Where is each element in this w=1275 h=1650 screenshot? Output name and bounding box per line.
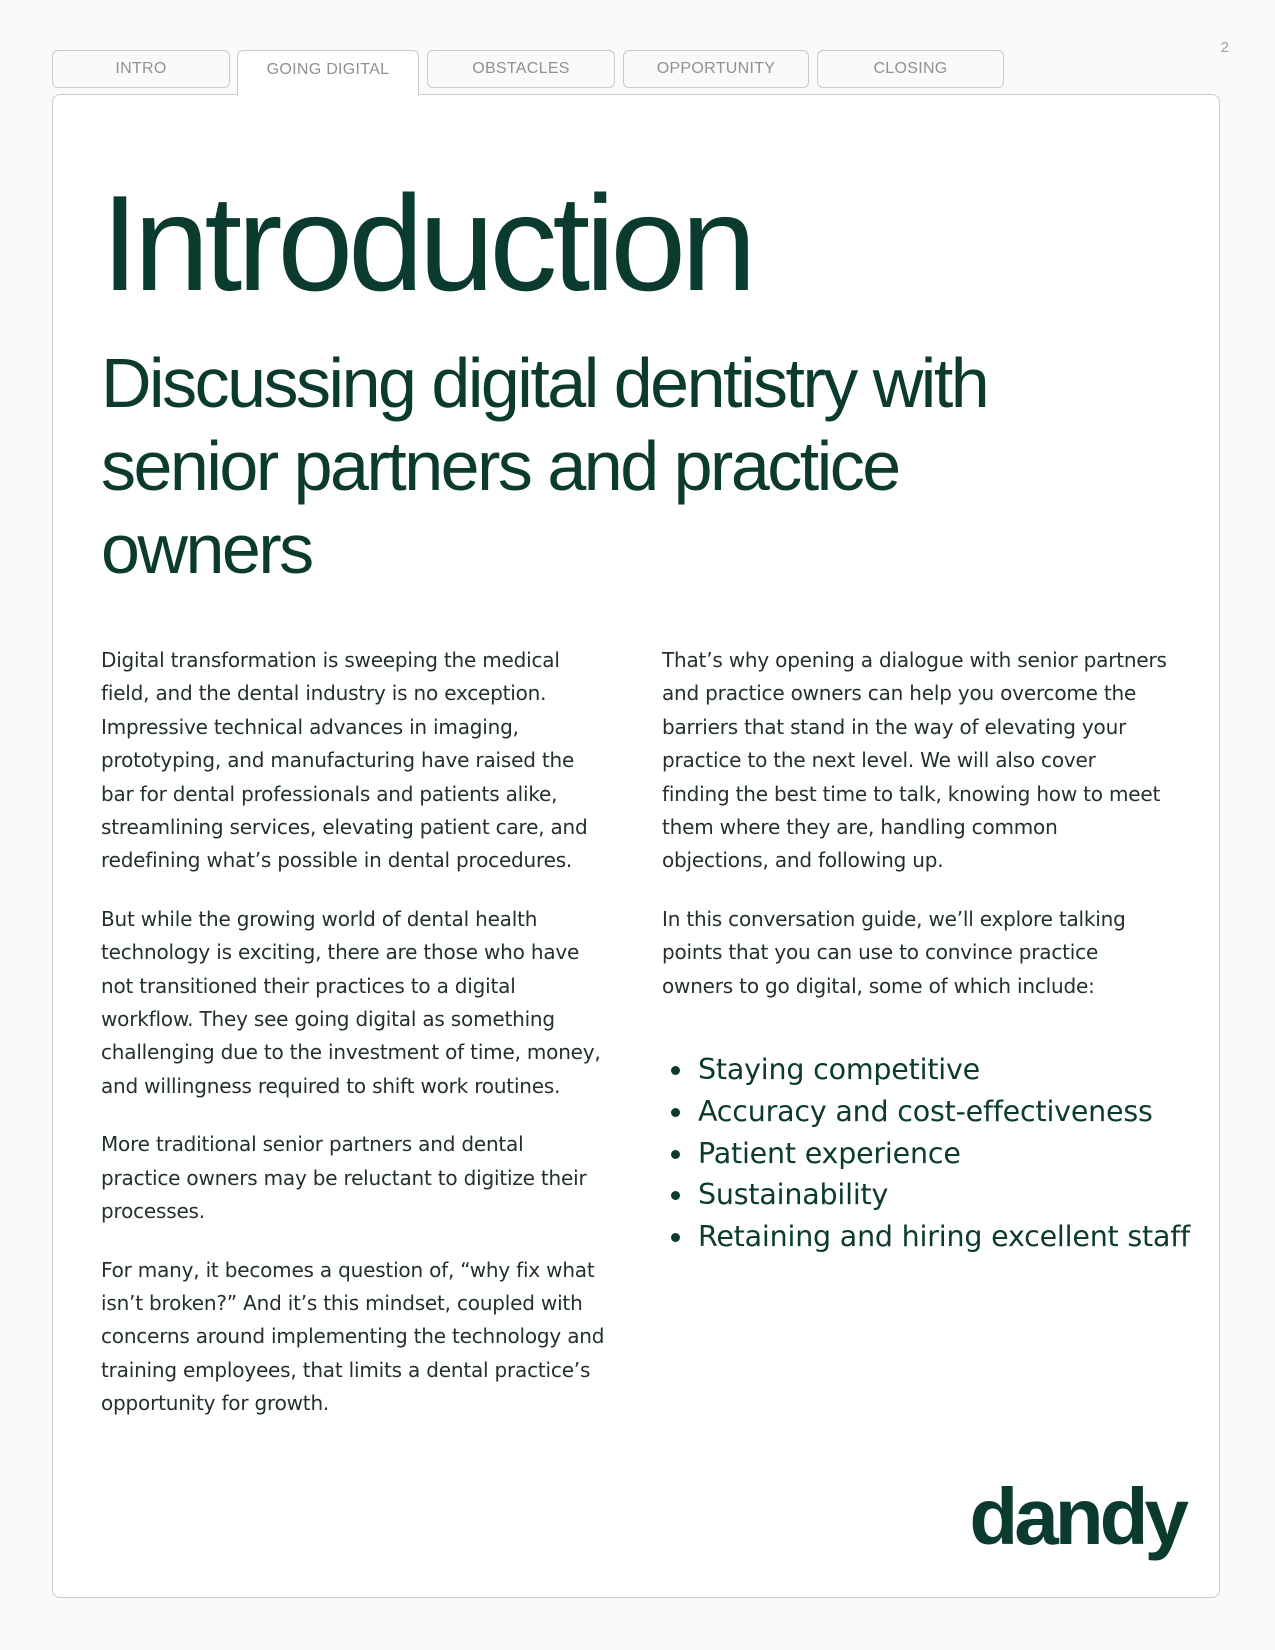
tab-opportunity[interactable]: OPPORTUNITY	[623, 50, 809, 88]
tab-going-digital[interactable]: GOING DIGITAL	[237, 50, 419, 96]
tab-intro[interactable]: INTRO	[52, 50, 230, 88]
list-item: Accuracy and cost-effectiveness	[662, 1091, 1167, 1133]
tab-closing[interactable]: CLOSING	[817, 50, 1004, 88]
bullet-icon	[671, 1150, 680, 1159]
page-subtitle: Discussing digital dentistry with senior partners and practice owners	[101, 344, 988, 588]
paragraph: But while the growing world of dental health technology is exciting, there are those who have not transitioned their practices to a digital workflow. They see going digital as something challenging due to the investment of time, money, and willingness required to shift work routines.	[101, 906, 601, 1098]
page-number: 2	[1220, 39, 1229, 56]
talking-points-list	[662, 1049, 1190, 1258]
bullet-icon	[671, 1191, 680, 1200]
paragraph: More traditional senior partners and dental practice owners may be reluctant to digitize their processes.	[101, 1132, 587, 1224]
bullet-icon	[671, 1108, 680, 1117]
list-item: Retaining and hiring excellent staff	[662, 1216, 1167, 1258]
left-column	[101, 644, 606, 1446]
dandy-logo: dandy	[969, 1472, 1185, 1561]
paragraph: That’s why opening a dialogue with senior partners and practice owners can help you overcome the barriers that stand in the way of elevating your practice to the next level. We will also cover finding the best time to talk, knowing how to meet them where they are, handling common objections, and following up.	[662, 648, 1167, 873]
list-item: Staying competitive	[662, 1049, 1167, 1091]
page-title: Introduction	[101, 167, 752, 319]
right-column	[662, 644, 1190, 1258]
list-item: Patient experience	[662, 1133, 1167, 1175]
paragraph: For many, it becomes a question of, “why fix what isn’t broken?” And it’s this mindset, coupled with concerns around implementing the technology and training employees, that limits a dental practice’s opportunity for growth.	[101, 1257, 605, 1416]
bullet-icon	[671, 1066, 680, 1075]
paragraph: In this conversation guide, we’ll explore talking points that you can use to convince practice owners to go digital, some of which include:	[662, 906, 1126, 998]
bullet-icon	[671, 1233, 680, 1242]
content-card	[52, 94, 1220, 1598]
paragraph: Digital transformation is sweeping the medical field, and the dental industry is no exception. Impressive technical advances in imaging, prototyping, and manufacturing have raised the bar for dental professionals and patients alike, streamlining services, elevating patient care, and redefining what’s possible in dental procedures.	[101, 648, 588, 873]
list-item: Sustainability	[662, 1174, 1167, 1216]
tab-obstacles[interactable]: OBSTACLES	[427, 50, 615, 88]
